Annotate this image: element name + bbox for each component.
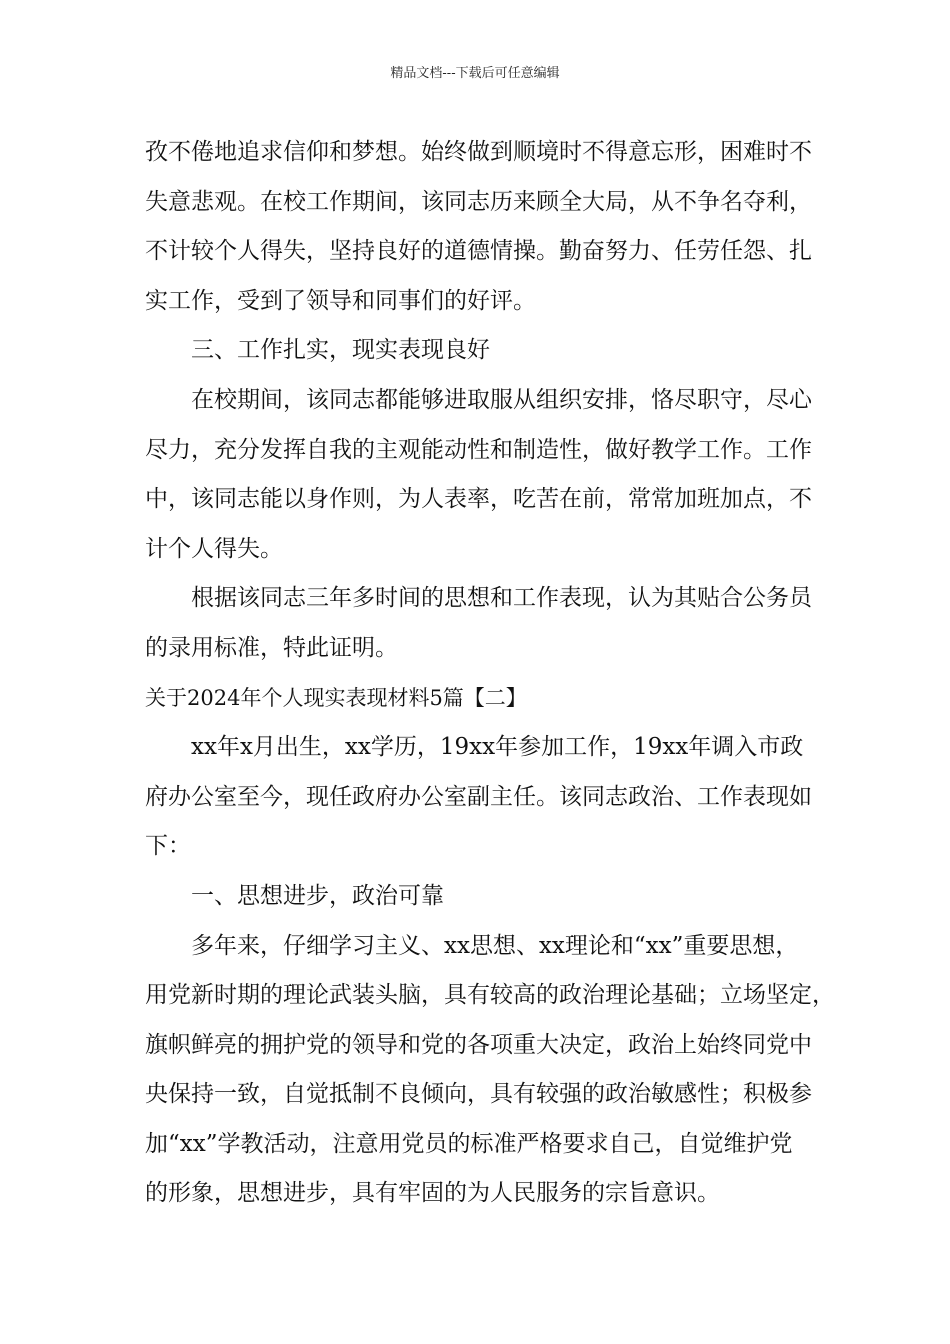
- section-heading-3: 三、工作扎实，现实表现良好: [191, 337, 490, 364]
- section-heading-1: 一、思想进步，政治可靠: [191, 882, 444, 909]
- page-header: 精品文档---下载后可任意编辑: [390, 66, 560, 81]
- text-line-13: xx年x月出生，xx学历，19xx年参加工作，19xx年调入市政: [191, 734, 804, 761]
- text-line-4: 实工作，受到了领导和同事们的好评。: [145, 287, 536, 314]
- text-line-7: 尽力，充分发挥自我的主观能动性和制造性，做好教学工作。工作: [145, 436, 812, 463]
- text-line-10: 根据该同志三年多时间的思想和工作表现，认为其贴合公务员: [191, 585, 812, 612]
- text-line-8: 中，该同志能以身作则，为人表率，吃苦在前，常常加班加点，不: [145, 486, 812, 513]
- text-line-17: 多年来，仔细学习主义、xx思想、xx理论和“xx”重要思想，: [191, 932, 799, 959]
- text-line-14: 府办公室至今，现任政府办公室副主任。该同志政治、工作表现如: [145, 783, 812, 810]
- text-line-9: 计个人得失。: [145, 535, 283, 562]
- text-line-22: 的形象，思想进步，具有牢固的为人民服务的宗旨意识。: [145, 1180, 720, 1207]
- text-line-21: 加“xx”学教活动，注意用党员的标准严格要求自己，自觉维护党: [145, 1130, 793, 1157]
- text-line-6: 在校期间，该同志都能够进取服从组织安排，恪尽职守，尽心: [191, 386, 812, 413]
- article-title: 关于2024年个人现实表现材料5篇【二】: [145, 685, 527, 710]
- text-line-11: 的录用标准，特此证明。: [145, 634, 398, 661]
- text-line-15: 下：: [145, 833, 191, 860]
- text-line-20: 央保持一致，自觉抵制不良倾向，具有较强的政治敏感性；积极参: [145, 1081, 812, 1108]
- text-line-2: 失意悲观。在校工作期间，该同志历来顾全大局，从不争名夺利，: [145, 188, 812, 215]
- text-line-3: 不计较个人得失，坚持良好的道德情操。勤奋努力、任劳任怨、扎: [145, 238, 812, 265]
- text-line-18: 用党新时期的理论武装头脑，具有较高的政治理论基础；立场坚定，: [145, 982, 835, 1009]
- text-line-1: 孜不倦地追求信仰和梦想。始终做到顺境时不得意忘形，困难时不: [145, 139, 812, 165]
- document-body: [145, 128, 835, 1219]
- text-line-19: 旗帜鲜亮的拥护党的领导和党的各项重大决定，政治上始终同党中: [145, 1031, 812, 1058]
